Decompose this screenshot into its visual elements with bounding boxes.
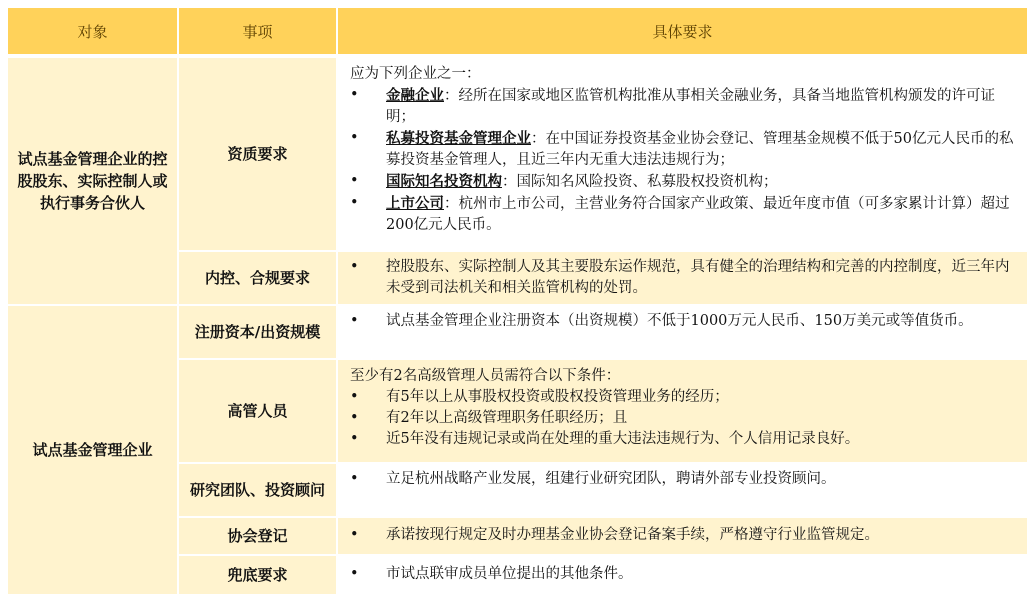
item-executives (179, 360, 336, 462)
req-internal-control (338, 252, 1027, 304)
bullet-icon: • (350, 389, 359, 405)
req-association (338, 518, 1027, 554)
list-item (350, 564, 1019, 585)
req-research-team (338, 464, 1027, 516)
bullet-icon: • (350, 130, 359, 146)
entry-text: 有2年以上高级管理职务任职经历；且 (386, 410, 628, 426)
item-fallback (179, 556, 336, 594)
item-label: 内控、合规要求 (204, 268, 310, 287)
list-item (350, 171, 1019, 193)
item-label: 注册资本/出资规模 (194, 322, 321, 341)
entry-text: 近5年没有违规记录或尚在处理的重大违法违规行为、个人信用记录良好。 (386, 431, 860, 447)
list-item (350, 85, 1019, 128)
list-item (350, 311, 1019, 332)
item-label: 资质要求 (227, 144, 288, 163)
entry-key: 私募投资基金管理企业 (386, 130, 531, 147)
list-item (350, 387, 1019, 408)
list-item (350, 408, 1019, 429)
bullet-icon: • (350, 313, 359, 329)
object-pilot-fund-manager (8, 306, 177, 594)
list-item (350, 128, 1019, 171)
item-internal-control (179, 252, 336, 304)
entry-text: ：在中国证券投资基金业协会登记、管理基金规模不低于50亿元人民币的私募投资基金管理人，且近三年内无重大违法违规行为； (386, 131, 1014, 168)
entry-text: ：国际知名风险投资、私募股权投资机构； (502, 174, 778, 190)
header-requirement (338, 8, 1027, 54)
header-object (8, 8, 177, 54)
qualification-list (350, 85, 1019, 236)
bullet-icon: • (350, 431, 359, 447)
req-fallback (338, 556, 1027, 594)
header-item-label: 事项 (242, 22, 273, 41)
bullet-icon: • (350, 195, 359, 211)
list-item (350, 469, 1019, 490)
req-intro: 应为下列企业之一： (350, 66, 481, 82)
req-executives (338, 360, 1027, 462)
req-intro: 至少有2名高级管理人员需符合以下条件： (350, 368, 621, 384)
entry-text: 试点基金管理企业注册资本（出资规模）不低于1000万元人民币、150万美元或等值货币。 (386, 313, 973, 329)
req-registered-capital (338, 306, 1027, 358)
list-item (350, 525, 1019, 546)
object-controlling-shareholder (8, 58, 177, 304)
req-qualification (338, 58, 1027, 250)
bullet-icon: • (350, 410, 359, 426)
bullet-icon: • (350, 471, 359, 487)
entry-text: 承诺按现行规定及时办理基金业协会登记备案手续，严格遵守行业监管规定。 (386, 527, 879, 543)
list-item (350, 193, 1019, 236)
bullet-icon: • (350, 87, 359, 103)
entry-text: ：经所在国家或地区监管机构批准从事相关金融业务，具备当地监管机构颁发的许可证明； (386, 88, 995, 125)
bullet-icon: • (350, 527, 359, 543)
header-requirement-label: 具体要求 (652, 22, 713, 41)
entry-text: 有5年以上从事股权投资或股权投资管理业务的经历； (386, 389, 729, 405)
bullet-icon: • (350, 173, 359, 189)
list-item (350, 257, 1019, 299)
object-label: 试点基金管理企业 (32, 441, 153, 459)
entry-key: 上市公司 (386, 195, 444, 212)
entry-text: 市试点联审成员单位提出的其他条件。 (386, 566, 633, 582)
item-qualification (179, 58, 336, 250)
item-label: 协会登记 (227, 526, 288, 545)
object-label: 试点基金管理企业的控股股东、实际控制人或执行事务合伙人 (17, 150, 168, 212)
list-item (350, 429, 1019, 450)
entry-text: 控股股东、实际控制人及其主要股东运作规范，具有健全的治理结构和完善的内控制度，近三年内未受到司法机关和相关监管机构的处罚。 (386, 259, 1010, 296)
item-research-team (179, 464, 336, 516)
item-label: 兜底要求 (227, 565, 288, 584)
item-registered-capital (179, 306, 336, 358)
header-item (179, 8, 336, 54)
item-label: 研究团队、投资顾问 (189, 480, 325, 499)
bullet-icon: • (350, 566, 359, 582)
item-association (179, 518, 336, 554)
header-object-label: 对象 (77, 22, 108, 41)
entry-key: 国际知名投资机构 (386, 173, 502, 190)
entry-text: 立足杭州战略产业发展，组建行业研究团队，聘请外部专业投资顾问。 (386, 471, 836, 487)
bullet-icon: • (350, 259, 359, 275)
item-label: 高管人员 (227, 401, 288, 420)
entry-text: ：杭州市上市公司，主营业务符合国家产业政策、最近年度市值（可多家累计计算）超过200亿元人民币。 (386, 196, 1010, 233)
entry-key: 金融企业 (386, 87, 444, 104)
